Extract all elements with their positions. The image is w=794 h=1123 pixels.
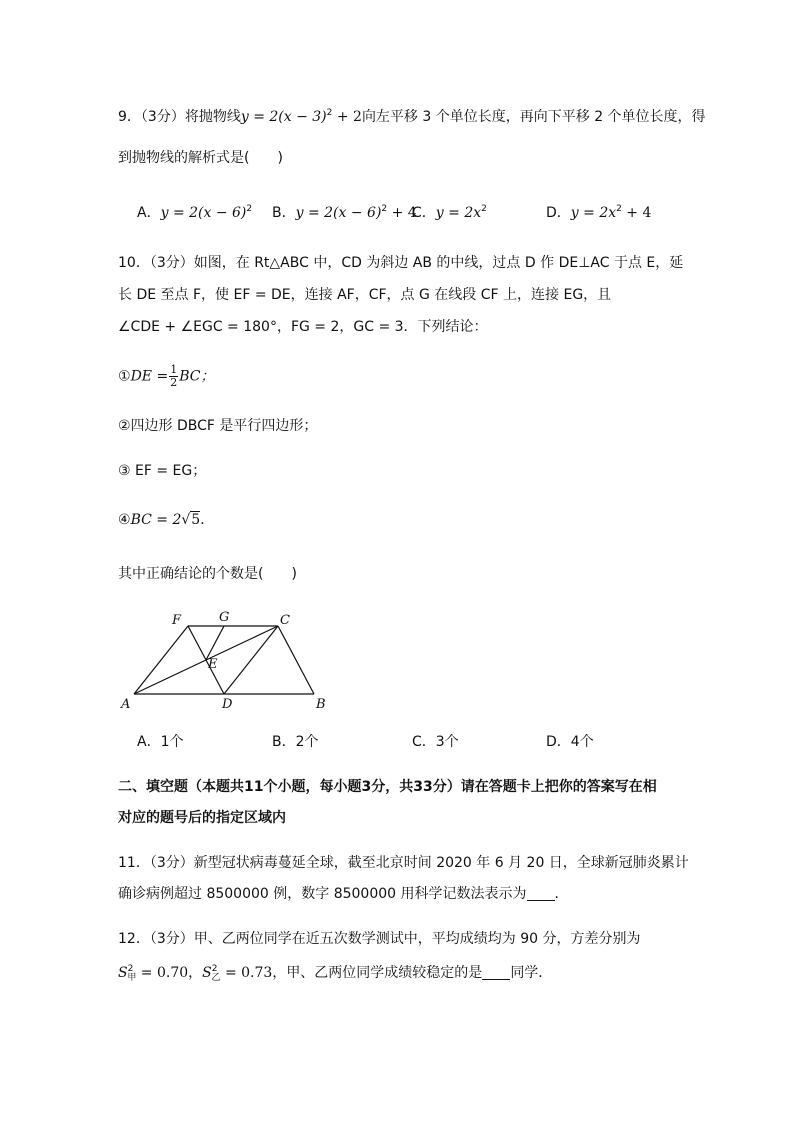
q11-line2 bbox=[118, 884, 569, 904]
q10-option-b[interactable] bbox=[272, 732, 319, 752]
q9-number: 9． bbox=[118, 109, 141, 125]
c4-radicand: 5 bbox=[191, 512, 201, 528]
label-c: C bbox=[280, 613, 290, 628]
q9-score: （3分） bbox=[140, 109, 185, 125]
q10-line2: 长 DE 至点 F，使 EF = DE，连接 AF，CF，点 G 在线段 CF 上，连接 EG，且 bbox=[118, 287, 612, 303]
label-b: B bbox=[316, 697, 326, 712]
q10-question: 其中正确结论的个数是( ) bbox=[118, 566, 297, 582]
s-jia-sup: 2 bbox=[127, 964, 134, 974]
c4-lhs: BC = 2 bbox=[130, 512, 182, 528]
label-e: E bbox=[208, 657, 218, 672]
q9-text-1: 将抛物线 bbox=[184, 109, 241, 125]
c1-den: 2 bbox=[170, 376, 178, 389]
q10-option-c[interactable] bbox=[412, 732, 459, 752]
q10-score: （3分） bbox=[149, 255, 194, 271]
q9-option-c[interactable] bbox=[412, 203, 487, 223]
label-a: A bbox=[121, 697, 131, 712]
option-label: C． bbox=[412, 205, 436, 221]
q10-number: 10． bbox=[118, 255, 150, 271]
option-tail: + 4 bbox=[621, 205, 652, 221]
option-sup: 2 bbox=[246, 204, 253, 214]
option-label: D． bbox=[546, 734, 571, 750]
option-label: A． bbox=[137, 734, 161, 750]
segment-af bbox=[134, 626, 188, 694]
q12-text-end: 同学． bbox=[510, 965, 553, 981]
q11-answer-blank[interactable] bbox=[527, 886, 555, 901]
q10-conclusion-3: ③ EF = EG； bbox=[118, 463, 207, 479]
q10-text-1: 如图，在 Rt△ABC 中，CD 为斜边 AB 的中线，过点 D 作 DE⊥AC 于点 E，延 bbox=[193, 255, 684, 271]
c1-prefix: ① bbox=[118, 368, 131, 385]
q11-score: （3分） bbox=[149, 855, 194, 871]
segment-dc bbox=[224, 626, 278, 694]
q12-text-2: 甲、乙两位同学成绩较稳定的是 bbox=[286, 965, 483, 981]
option-text: 2个 bbox=[295, 734, 319, 750]
s-jia-value: = 0.70， bbox=[136, 965, 203, 981]
q10-conclusion-4 bbox=[118, 510, 214, 530]
q12-text-1: 甲、乙两位同学在近五次数学测试中，平均成绩均为 90 分，方差分别为 bbox=[193, 931, 641, 947]
option-label: C． bbox=[412, 734, 436, 750]
q9-option-d[interactable] bbox=[546, 203, 651, 223]
option-sup: 2 bbox=[481, 204, 487, 214]
option-text: 3个 bbox=[435, 734, 459, 750]
q10-line3: ∠CDE + ∠EGC = 180°，FG = 2，GC = 3．下列结论： bbox=[118, 319, 488, 335]
q12-line2 bbox=[118, 963, 552, 983]
option-label: B． bbox=[272, 205, 296, 221]
option-expr: y = 2(x − 6) bbox=[160, 205, 247, 221]
q9-options bbox=[0, 203, 794, 223]
label-g: G bbox=[219, 610, 230, 625]
option-expr: y = 2(x − 6) bbox=[295, 205, 382, 221]
option-text: 1个 bbox=[160, 734, 184, 750]
c1-rhs: BC； bbox=[179, 368, 215, 385]
section2-heading-line2: 对应的题号后的指定区域内 bbox=[118, 810, 286, 826]
q10-option-a[interactable] bbox=[137, 732, 184, 752]
q11-text-1: 新型冠状病毒蔓延全球，截至北京时间 2020 年 6 月 20 日，全球新冠肺炎累计 bbox=[193, 855, 689, 871]
q11-number: 11． bbox=[118, 855, 150, 871]
q9-option-b[interactable] bbox=[272, 203, 417, 223]
option-sup: 2 bbox=[616, 204, 622, 214]
option-label: B． bbox=[272, 734, 296, 750]
q12-score: （3分） bbox=[149, 931, 194, 947]
q10-options bbox=[0, 732, 794, 752]
q12-answer-blank[interactable] bbox=[482, 965, 510, 980]
q12-line1 bbox=[118, 929, 640, 949]
q9-option-a[interactable] bbox=[137, 203, 252, 223]
s-jia-label: S bbox=[118, 965, 128, 981]
segment-cb bbox=[278, 626, 314, 694]
q11-text-end: ． bbox=[554, 886, 569, 902]
q11-line1 bbox=[118, 853, 689, 873]
option-label: A． bbox=[137, 205, 161, 221]
s-yi-value: = 0.73， bbox=[220, 965, 287, 981]
option-text: 4个 bbox=[570, 734, 594, 750]
option-expr: y = 2x bbox=[570, 205, 617, 221]
s-yi-sub: 乙 bbox=[211, 973, 221, 983]
s-jia-sub: 甲 bbox=[127, 973, 137, 983]
q9-formula: y = 2(x − 3) bbox=[240, 109, 327, 125]
c1-num: 1 bbox=[170, 363, 178, 376]
q9-line1 bbox=[118, 107, 706, 127]
q10-line1 bbox=[118, 253, 683, 273]
section2-heading-line1: 二、填空题（本题共11个小题，每小题3分，共33分）请在答题卡上把你的答案写在相 bbox=[118, 779, 657, 795]
q10-option-d[interactable] bbox=[546, 732, 594, 752]
q9-text-2: 向左平移 3 个单位长度，再向下平移 2 个单位长度，得 bbox=[361, 109, 706, 125]
c1-fraction bbox=[169, 364, 178, 389]
segment-ge bbox=[206, 626, 224, 660]
q10-conclusion-1 bbox=[118, 364, 214, 389]
option-sup: 2 bbox=[381, 204, 388, 214]
option-tail: + 4 bbox=[387, 205, 417, 221]
q9-formula-sup: 2 bbox=[326, 108, 333, 118]
q11-text-2: 确诊病例超过 8500000 例，数字 8500000 用科学记数法表示为 bbox=[118, 886, 527, 902]
label-d: D bbox=[222, 697, 233, 712]
s-yi-sup: 2 bbox=[211, 964, 218, 974]
label-f: F bbox=[172, 613, 182, 628]
q10-figure bbox=[118, 610, 338, 715]
c4-radical-sign: √ bbox=[181, 512, 191, 528]
option-expr: y = 2x bbox=[435, 205, 482, 221]
option-label: D． bbox=[546, 205, 571, 221]
c1-lhs: DE = bbox=[130, 368, 169, 385]
s-yi-label: S bbox=[202, 965, 212, 981]
q9-line2: 到抛物线的解析式是( ) bbox=[118, 150, 283, 166]
q10-conclusion-2: ②四边形 DBCF 是平行四边形； bbox=[118, 418, 318, 434]
q9-formula-tail: + 2 bbox=[332, 109, 362, 125]
c4-end: ． bbox=[200, 512, 215, 528]
c4-prefix: ④ bbox=[118, 512, 131, 528]
q12-number: 12． bbox=[118, 931, 150, 947]
